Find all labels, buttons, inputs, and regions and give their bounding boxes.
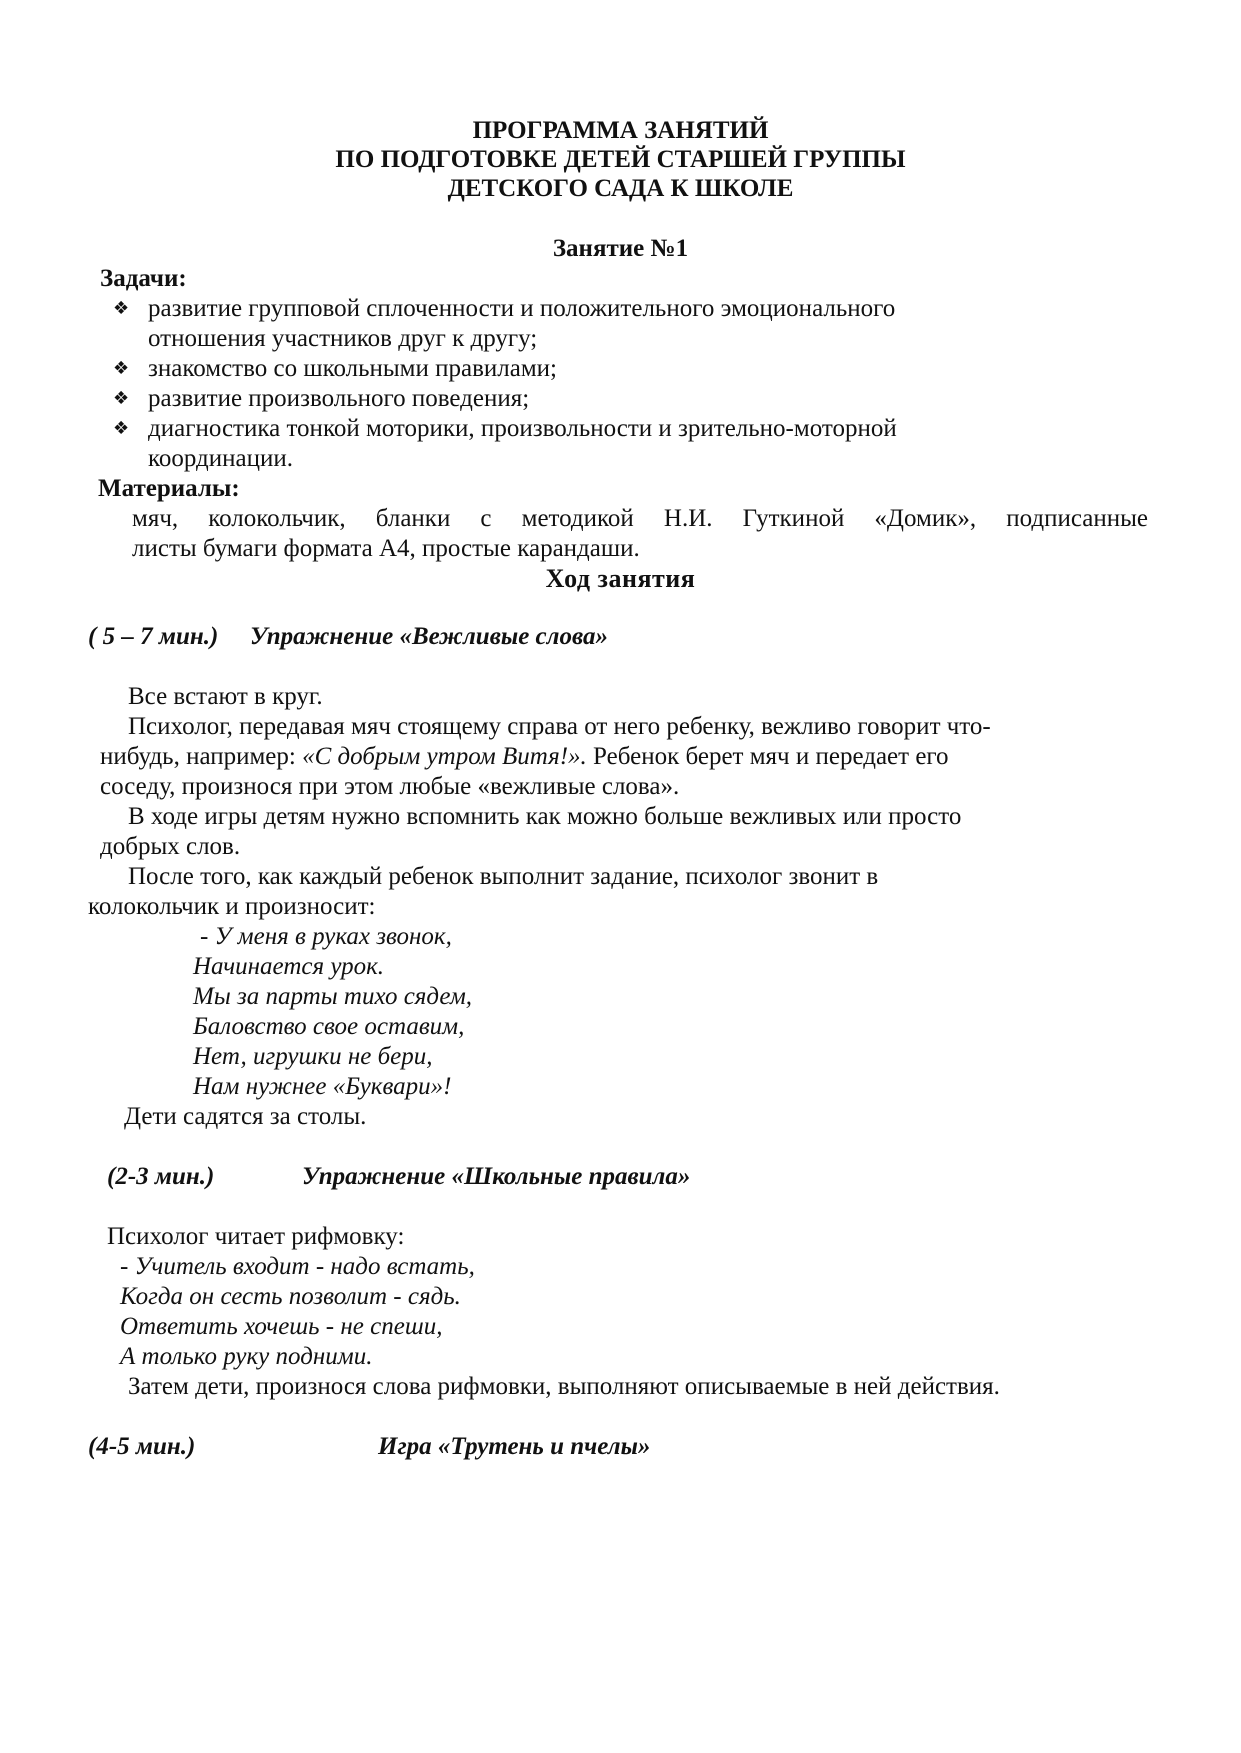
exercise-1-p1: Все встают в круг. <box>128 683 323 710</box>
exercise-1-p2-line-1: Психолог, передавая мяч стоящему справа от него ребенку, вежливо говорит что- <box>128 713 991 740</box>
rhyme-line-1: - Учитель входит - надо встать, <box>120 1253 475 1280</box>
tasks-heading: Задачи: <box>100 265 187 292</box>
materials-heading: Материалы: <box>98 475 240 502</box>
materials-line-1: мяч, колокольчик, бланки с методикой Н.И. Гуткиной «Домик», подписанные <box>132 505 1148 532</box>
exercise-2-intro: Психолог читает рифмовку: <box>107 1223 405 1250</box>
materials-line-2: листы бумаги формата А4, простые карандаши. <box>132 535 640 562</box>
poem-line-2: Начинается урок. <box>193 953 385 980</box>
exercise-1-p2-line-2 <box>100 743 949 771</box>
text-run-italic: «С добрым утром Витя!». <box>302 743 587 770</box>
bullet-icon: ❖ <box>113 298 130 319</box>
poem-line-6: Нам нужнее «Буквари»! <box>193 1073 452 1100</box>
task-item-4-line-1: диагностика тонкой моторики, произвольности и зрительно-моторной <box>148 415 897 442</box>
exercise-3-time: (4-5 мин.) <box>88 1433 196 1460</box>
task-item-2: знакомство со школьными правилами; <box>148 355 557 382</box>
rhyme-line-4: А только руку подними. <box>120 1343 373 1370</box>
exercise-1-p3-line-1: В ходе игры детям нужно вспомнить как можно больше вежливых или просто <box>128 803 962 830</box>
exercise-1-p4-line-1: После того, как каждый ребенок выполнит задание, психолог звонит в <box>128 863 879 890</box>
exercise-1-p4-line-2: колокольчик и произносит: <box>88 893 376 920</box>
task-item-1-line-1: развитие групповой сплоченности и положительного эмоционального <box>148 295 896 322</box>
bullet-icon: ❖ <box>113 388 130 409</box>
exercise-1-p3-line-2: добрых слов. <box>100 833 241 860</box>
exercise-2-time: (2-3 мин.) <box>107 1163 215 1190</box>
course-heading: Ход занятия <box>545 564 696 593</box>
exercise-2-title: Упражнение «Школьные правила» <box>302 1163 691 1190</box>
poem-line-5: Нет, игрушки не бери, <box>193 1043 433 1070</box>
poem-line-3: Мы за парты тихо сядем, <box>193 983 473 1010</box>
title-line-3: ДЕТСКОГО САДА К ШКОЛЕ <box>447 175 794 202</box>
poem-line-4: Баловство свое оставим, <box>193 1013 465 1040</box>
lesson-title: Занятие №1 <box>552 235 689 262</box>
rhyme-line-3: Ответить хочешь - не спеши, <box>120 1313 443 1340</box>
text-run: Ребенок берет мяч и передает его <box>586 743 949 770</box>
title-line-1: ПРОГРАММА ЗАНЯТИЙ <box>472 117 769 144</box>
exercise-3-title: Игра «Трутень и пчелы» <box>378 1433 651 1460</box>
exercise-2-outro: Затем дети, произнося слова рифмовки, выполняют описываемые в ней действия. <box>128 1373 1000 1400</box>
title-line-2: ПО ПОДГОТОВКЕ ДЕТЕЙ СТАРШЕЙ ГРУППЫ <box>335 146 906 173</box>
task-item-3: развитие произвольного поведения; <box>148 385 530 412</box>
bullet-icon: ❖ <box>113 358 130 379</box>
rhyme-line-2: Когда он сесть позволит - сядь. <box>120 1283 461 1310</box>
task-item-1-line-2: отношения участников друг к другу; <box>148 325 538 352</box>
bullet-icon: ❖ <box>113 418 130 439</box>
exercise-1-time: ( 5 – 7 мин.) <box>88 623 219 650</box>
exercise-1-p5: Дети садятся за столы. <box>124 1103 367 1130</box>
text-run: нибудь, например: <box>100 743 303 770</box>
task-item-4-line-2: координации. <box>148 445 294 472</box>
exercise-1-p2-line-3: соседу, произнося при этом любые «вежливые слова». <box>100 773 680 800</box>
poem-line-1: - У меня в руках звонок, <box>200 923 452 950</box>
exercise-1-title: Упражнение «Вежливые слова» <box>250 623 608 650</box>
